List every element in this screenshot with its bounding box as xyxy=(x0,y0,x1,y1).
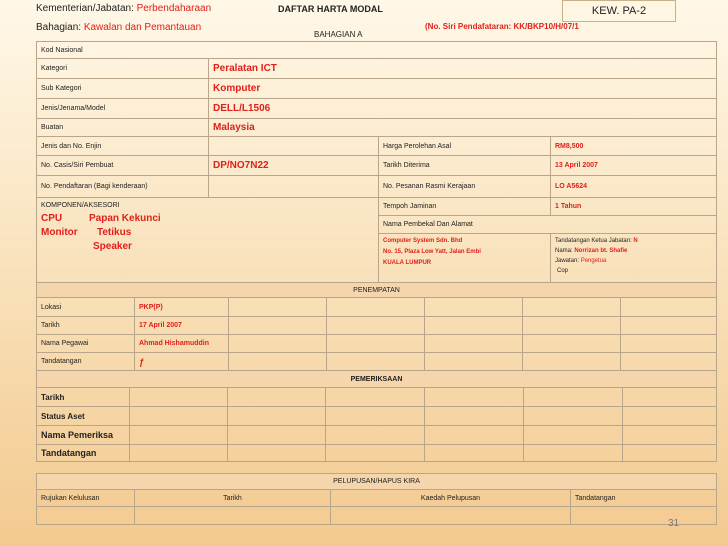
model-value: DELL/L1506 xyxy=(209,99,717,119)
pegawai-value: Ahmad Hishamuddin xyxy=(135,335,229,353)
form-code-box xyxy=(562,0,676,22)
ministry-line xyxy=(36,3,211,14)
pemeriksaan-row-tarikh: Tarikh xyxy=(37,388,130,407)
pendaftaran-label: No. Pendaftaran (Bagi kenderaan) xyxy=(37,176,209,198)
ministry-value: Perbendaharaan xyxy=(136,3,212,14)
tarikh-label: Tarikh xyxy=(37,317,135,335)
casis-value: DP/NO7N22 xyxy=(209,156,379,176)
harga-value: RM8,500 xyxy=(551,137,717,156)
division-value: Kawalan dan Pemantauan xyxy=(83,22,202,33)
pembekal-line3: KUALA LUMPUR xyxy=(383,260,432,266)
casis-label: No. Casis/Siri Pembuat xyxy=(37,156,209,176)
komponen-monitor: Monitor xyxy=(41,227,78,238)
harga-label: Harga Perolehan Asal xyxy=(379,137,551,156)
registration-number: (No. Siri Pendafataran: KK/BKP10/H/07/1 xyxy=(425,22,579,31)
penempatan-title: PENEMPATAN xyxy=(37,283,717,298)
kategori-label: Kategori xyxy=(37,59,209,79)
buatan-label: Buatan xyxy=(37,119,209,137)
pemeriksaan-row-status: Status Aset xyxy=(37,407,130,426)
komponen-label: KOMPONEN/AKSESORI xyxy=(41,202,120,209)
sub-kategori-value: Komputer xyxy=(209,79,717,99)
ttd-ketua-label: Tandatangan Ketua Jabatan: xyxy=(555,238,632,244)
pendaftaran-value xyxy=(209,176,379,198)
pesanan-label: No. Pesanan Rasmi Kerajaan xyxy=(379,176,551,198)
tarikh-terima-label: Tarikh Diterima xyxy=(379,156,551,176)
pesanan-value: LO A5624 xyxy=(551,176,717,198)
tarikh-value: 17 April 2007 xyxy=(135,317,229,335)
enjin-label: Jenis dan No. Enjin xyxy=(37,137,209,156)
pemeriksaan-row-tandatangan: Tandatangan xyxy=(37,445,130,462)
page-number: 31 xyxy=(668,518,680,529)
jawatan-label: Jawatan: xyxy=(555,258,580,264)
pelupusan-table xyxy=(36,473,717,525)
pelupusan-kaedah: Kaedah Pelupusan xyxy=(331,490,571,507)
pelupusan-title: PELUPUSAN/HAPUS KIRA xyxy=(37,474,717,490)
sub-kategori-label: Sub Kategori xyxy=(37,79,209,99)
pembekal-line2: No. 15, Plaza Low Yatt, Jalan Embi xyxy=(383,249,481,255)
pemeriksaan-row-pemeriksa: Nama Pemeriksa xyxy=(37,426,130,445)
pembekal-label: Nama Pembekal Dan Alamat xyxy=(379,216,717,234)
division-line xyxy=(36,22,201,33)
form-code: KEW. PA-2 xyxy=(591,5,647,17)
komponen-mouse: Tetikus xyxy=(97,227,132,238)
komponen-speaker: Speaker xyxy=(93,241,132,252)
ketua-jabatan-block xyxy=(551,234,717,284)
pegawai-label: Nama Pegawai xyxy=(37,335,135,353)
part-a-table xyxy=(36,41,717,284)
part-label: BAHAGIAN A xyxy=(314,30,363,39)
buatan-value: Malaysia xyxy=(209,119,717,137)
ttd-label: Tandatangan xyxy=(37,353,135,371)
lokasi-value: PKP(P) xyxy=(135,298,229,317)
komponen-cpu: CPU xyxy=(41,213,63,224)
ttd-value: ƒ xyxy=(135,353,229,371)
pelupusan-tandatangan: Tandatangan xyxy=(571,490,717,507)
lokasi-label: Lokasi xyxy=(37,298,135,317)
pelupusan-tarikh: Tarikh xyxy=(135,490,331,507)
ministry-label: Kementerian/Jabatan: xyxy=(36,3,134,14)
ttd-ketua-value: N xyxy=(633,238,638,244)
nama-ketua-label: Nama: xyxy=(555,248,573,254)
jawatan-value: Pengetua xyxy=(580,258,607,264)
pemeriksaan-table xyxy=(36,370,717,462)
pembekal-line1: Computer System Sdn. Bhd xyxy=(383,238,463,244)
tarikh-terima-value: 13 April 2007 xyxy=(551,156,717,176)
cop-label: Cop xyxy=(557,268,569,274)
jaminan-label: Tempoh Jaminan xyxy=(379,198,551,216)
enjin-value xyxy=(209,137,379,156)
model-label: Jenis/Jenama/Model xyxy=(37,99,209,119)
kod-nasional-label: Kod Nasional xyxy=(37,42,717,59)
penempatan-table xyxy=(36,282,717,371)
pelupusan-rujukan: Rujukan Kelulusan xyxy=(37,490,135,507)
pemeriksaan-title: PEMERIKSAAN xyxy=(37,371,717,388)
nama-ketua-value: Norrizan bt. Shafie xyxy=(574,248,628,254)
komponen-cell xyxy=(37,198,379,284)
division-label: Bahagian: xyxy=(36,22,82,33)
komponen-keyboard: Papan Kekunci xyxy=(89,213,161,224)
pembekal-address xyxy=(379,234,551,284)
kategori-value: Peralatan ICT xyxy=(209,59,717,79)
page-title: DAFTAR HARTA MODAL xyxy=(278,4,383,14)
jaminan-value: 1 Tahun xyxy=(551,198,717,216)
